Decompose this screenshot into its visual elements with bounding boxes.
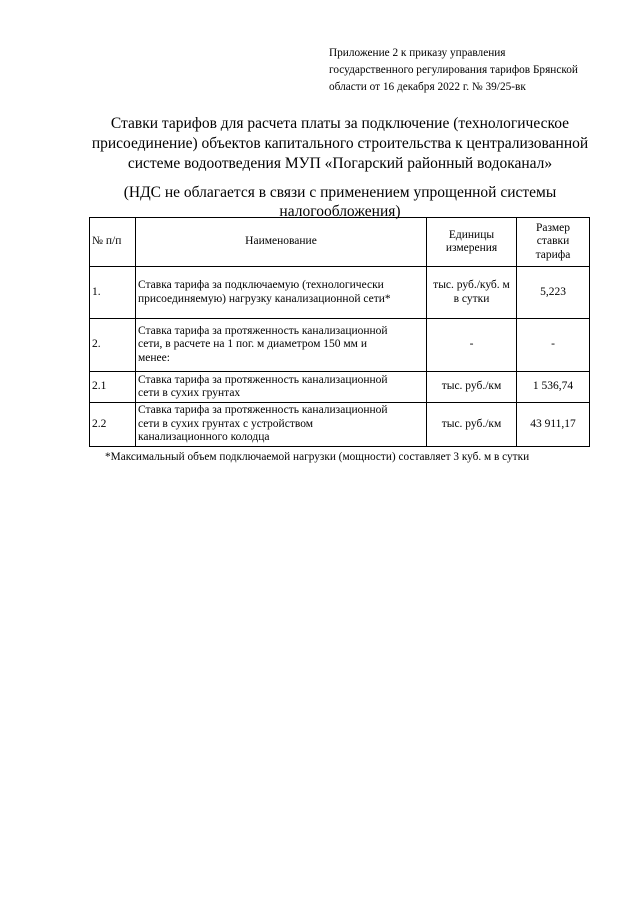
- row-units: тыс. руб./км: [427, 403, 517, 447]
- row-num: 1.: [90, 267, 136, 319]
- annex-header: [329, 45, 619, 96]
- header-rate-line: тарифа: [535, 248, 571, 261]
- row-name-line: Ставка тарифа за протяженность канализационной: [138, 324, 388, 337]
- row-num: 2.2: [90, 403, 136, 447]
- header-units-line: измерения: [445, 242, 498, 254]
- row-name-line: менее:: [138, 351, 170, 364]
- row-units-line: тыс. руб./куб. м: [433, 279, 510, 291]
- row-units-line: в сутки: [453, 292, 490, 305]
- annex-line: государственного регулирования тарифов Брянской: [329, 64, 578, 76]
- row-units: -: [427, 319, 517, 372]
- annex-line: области от 16 декабря 2022 г. № 39/25-вк: [329, 81, 526, 93]
- table-row: [90, 372, 590, 403]
- title-line: присоединение) объектов капитального строительства к централизованной: [91, 135, 589, 152]
- document-title: [80, 114, 600, 174]
- row-name: [136, 267, 427, 319]
- vat-note: [80, 183, 600, 221]
- header-rate-line: ставки: [536, 235, 570, 248]
- row-units: [427, 267, 517, 319]
- row-units: тыс. руб./км: [427, 372, 517, 403]
- row-name: [136, 319, 427, 372]
- table-row: [90, 403, 590, 447]
- row-name-line: Ставка тарифа за протяженность канализационной: [138, 404, 388, 417]
- header-units: [427, 218, 517, 267]
- row-name: [136, 403, 427, 447]
- header-name: Наименование: [136, 218, 427, 267]
- title-line: Ставки тарифов для расчета платы за подключение (технологическое: [110, 115, 570, 132]
- table-row: [90, 267, 590, 319]
- row-name-line: сети в сухих грунтах: [138, 387, 241, 399]
- table-header-row: [90, 218, 590, 267]
- row-name-line: сети, в расчете на 1 пог. м диаметром 150 мм и: [138, 338, 367, 351]
- tariff-table: [89, 217, 590, 447]
- row-num: 2.1: [90, 372, 136, 403]
- table-row: [90, 319, 590, 372]
- title-line: системе водоотведения МУП «Погарский районный водоканал»: [127, 155, 553, 172]
- header-rate-line: Размер: [535, 221, 570, 234]
- row-name-line: Ставка тарифа за подключаемую (технологически: [138, 279, 384, 291]
- row-name: [136, 372, 427, 403]
- row-name-line: Ставка тарифа за протяженность канализационной: [138, 373, 388, 386]
- header-units-line: Единицы: [448, 228, 495, 241]
- row-num: 2.: [90, 319, 136, 372]
- row-value: 43 911,17: [517, 403, 590, 447]
- footnote: *Максимальный объем подключаемой нагрузки (мощности) составляет 3 куб. м в сутки: [105, 451, 530, 463]
- row-name-line: канализационного колодца: [138, 431, 270, 444]
- vat-line: (НДС не облагается в связи с применением упрощенной системы: [123, 184, 557, 201]
- annex-line: Приложение 2 к приказу управления: [329, 47, 506, 59]
- row-name-line: сети в сухих грунтах с устройством: [138, 417, 313, 430]
- row-value: 1 536,74: [517, 372, 590, 403]
- vat-line: налогообложения): [279, 203, 401, 220]
- header-rate: [517, 218, 590, 267]
- row-value: 5,223: [517, 267, 590, 319]
- row-value: -: [517, 319, 590, 372]
- row-name-line: присоединяемую) нагрузку канализационной сети*: [138, 292, 391, 305]
- header-num: № п/п: [90, 218, 136, 267]
